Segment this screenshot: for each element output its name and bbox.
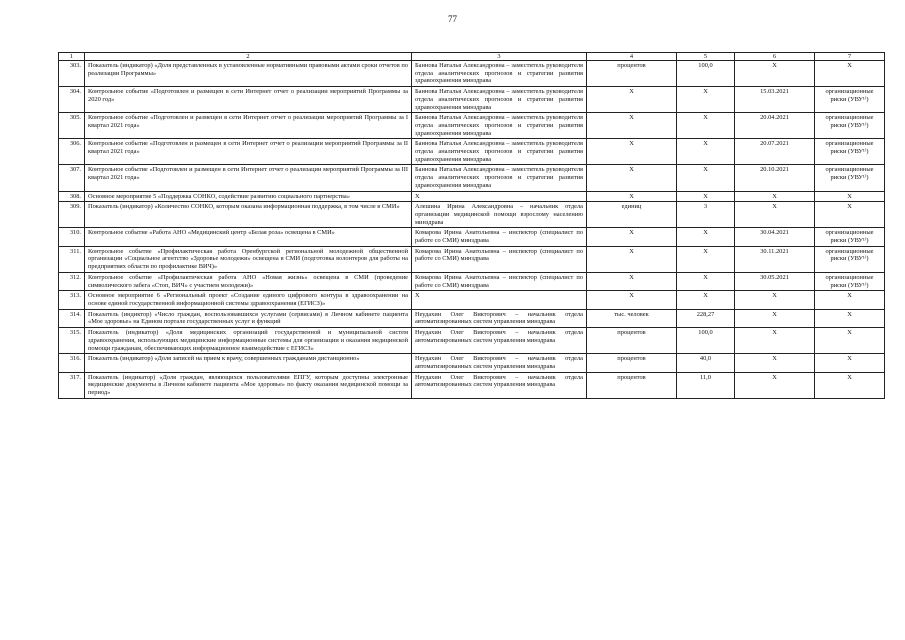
target-value: X [677,291,735,309]
responsible-person: Баннова Наталья Александровна – заместитель руководителя отдела аналитических прогнозов и стратегии развития здравоохранения минздрава [412,113,587,139]
table-row [59,139,885,165]
responsible-person: Баннова Наталья Александровна – заместитель руководителя отдела аналитических прогнозов и стратегии развития здравоохранения минздрава [412,87,587,113]
unit-of-measure: процентов [587,372,677,398]
column-number: 5 [677,53,735,61]
completion-date: X [735,202,815,228]
target-value: 3 [677,202,735,228]
completion-date: 20.07.2021 [735,139,815,165]
column-number-row [59,53,885,61]
risk-description: организационные риски (УВУ¹⁾) [815,113,885,139]
table-row [59,165,885,191]
table-row [59,191,885,202]
unit-of-measure: X [587,191,677,202]
table-row [59,246,885,272]
column-number: 3 [412,53,587,61]
risk-description: X [815,328,885,354]
table-row [59,272,885,290]
completion-date: 30.04.2021 [735,228,815,246]
table-row [59,291,885,309]
page-number: 77 [448,14,457,24]
table-row [59,202,885,228]
target-value: 100,0 [677,61,735,87]
table-row [59,309,885,327]
risk-description: организационные риски (УВУ¹⁾) [815,246,885,272]
completion-date: X [735,291,815,309]
table-row [59,372,885,398]
target-value: 100,0 [677,328,735,354]
column-number: 6 [735,53,815,61]
row-number: 313. [59,291,85,309]
indicator-name: Показатель (индикатор) «Доля граждан, являющихся пользователями ЕПГУ, которым доступны электронные медицинские документы в Личном кабинете пациента «Мое здоровье» по факту оказания медицинской помощи за период» [85,372,412,398]
row-number: 316. [59,354,85,372]
responsible-person: Алешина Ирина Александровна – начальник отдела организации медицинской помощи взрослому населению минздрава [412,202,587,228]
risk-description: организационные риски (УВУ¹⁾) [815,165,885,191]
responsible-person: Неудахин Олег Викторович – начальник отдела автоматизированных систем управления минздрава [412,328,587,354]
indicator-name: Показатель (индикатор) «Доля представленных в установленные нормативными правовыми актами сроки отчетов по реализации Программы» [85,61,412,87]
responsible-person: Неудахин Олег Викторович – начальник отдела автоматизированных систем управления минздрава [412,354,587,372]
unit-of-measure: X [587,246,677,272]
indicator-name: Показатель (индикатор) «Количество СОНКО, которым оказана информационная поддержка, в том числе в СМИ» [85,202,412,228]
responsible-person: Неудахин Олег Викторович – начальник отдела автоматизированных систем управления минздрава [412,372,587,398]
indicator-name: Контрольное событие «Подготовлен и размещен в сети Интернет отчет о реализации мероприятий Программы за 2020 год» [85,87,412,113]
responsible-person: Неудахин Олег Викторович – начальник отдела автоматизированных систем управления минздрава [412,309,587,327]
column-number: 1 [59,53,85,61]
unit-of-measure: X [587,165,677,191]
unit-of-measure: единиц [587,202,677,228]
responsible-person: X [412,191,587,202]
table-row [59,354,885,372]
row-number: 304. [59,87,85,113]
indicator-name: Контрольное событие «Профилактическая работа АНО «Новая жизнь» освещена в СМИ (проведение символического забега «Стоп, ВИЧ» с участием молодежи)» [85,272,412,290]
target-value: X [677,165,735,191]
table-row [59,87,885,113]
completion-date: X [735,372,815,398]
row-number: 305. [59,113,85,139]
row-number: 307. [59,165,85,191]
unit-of-measure: X [587,291,677,309]
row-number: 310. [59,228,85,246]
unit-of-measure: процентов [587,328,677,354]
risk-description: организационные риски (УВУ¹⁾) [815,87,885,113]
row-number: 311. [59,246,85,272]
table-row [59,61,885,87]
unit-of-measure: X [587,228,677,246]
completion-date: 30.05.2021 [735,272,815,290]
target-value: 40,0 [677,354,735,372]
risk-description: организационные риски (УВУ¹⁾) [815,228,885,246]
unit-of-measure: X [587,113,677,139]
table-row [59,328,885,354]
risk-description: X [815,354,885,372]
table-row [59,113,885,139]
unit-of-measure: X [587,272,677,290]
row-number: 312. [59,272,85,290]
indicator-name: Показатель (индикатор) «Доля медицинских организаций государственной и муниципальной систем здравоохранения, использующих медицинские информационные системы для организации и оказания медицинской помощи гражданам, обеспечивающих информационное взаимодействие с ЕГИСЗ» [85,328,412,354]
indicator-name: Основное мероприятие 5 «Поддержка СОНКО, содействие развитию социального партнерства» [85,191,412,202]
completion-date: X [735,328,815,354]
unit-of-measure: тыс. человек [587,309,677,327]
row-number: 303. [59,61,85,87]
unit-of-measure: процентов [587,61,677,87]
target-value: 11,0 [677,372,735,398]
target-value: X [677,139,735,165]
indicator-name: Контрольное событие «Работа АНО «Медицинский центр «Белая роза» освещена в СМИ» [85,228,412,246]
target-value: X [677,191,735,202]
indicator-name: Контрольное событие «Профилактическая работа Оренбургской региональной молодежной общественной организации «Социальное агентство «Здоровье молодежи» освещена в СМИ (подготовка волонтеров для работы на предприятиях области по профилактике ВИЧ)» [85,246,412,272]
row-number: 306. [59,139,85,165]
target-value: 228,27 [677,309,735,327]
row-number: 314. [59,309,85,327]
indicator-name: Показатель (индикатор) «Доля записей на прием к врачу, совершенных гражданами дистанционно» [85,354,412,372]
unit-of-measure: процентов [587,354,677,372]
completion-date: X [735,354,815,372]
risk-description: организационные риски (УВУ¹⁾) [815,139,885,165]
completion-date: X [735,191,815,202]
responsible-person: Комарова Ирина Анатольевна – инспектор (специалист по работе со СМИ) минздрава [412,228,587,246]
completion-date: 15.03.2021 [735,87,815,113]
completion-date: X [735,61,815,87]
completion-date: 20.10.2021 [735,165,815,191]
responsible-person: Комарова Ирина Анатольевна – инспектор (специалист по работе со СМИ) минздрава [412,272,587,290]
indicator-name: Контрольное событие «Подготовлен и размещен в сети Интернет отчет о реализации мероприятий Программы за II квартал 2021 года» [85,139,412,165]
unit-of-measure: X [587,87,677,113]
completion-date: X [735,309,815,327]
risk-description: X [815,191,885,202]
indicator-name: Основное мероприятие 6 «Региональный проект «Создание единого цифрового контура в здравоохранении на основе единой государственной информационной системы здравоохранения (ЕГИСЗ)» [85,291,412,309]
program-table [58,52,885,399]
target-value: X [677,87,735,113]
column-number: 7 [815,53,885,61]
indicator-name: Контрольное событие «Подготовлен и размещен в сети Интернет отчет о реализации мероприятий Программы за I квартал 2021 года» [85,113,412,139]
responsible-person: Баннова Наталья Александровна – заместитель руководителя отдела аналитических прогнозов и стратегии развития здравоохранения минздрава [412,61,587,87]
row-number: 309. [59,202,85,228]
row-number: 317. [59,372,85,398]
responsible-person: X [412,291,587,309]
risk-description: X [815,202,885,228]
target-value: X [677,272,735,290]
target-value: X [677,246,735,272]
indicator-name: Контрольное событие «Подготовлен и размещен в сети Интернет отчет о реализации мероприятий Программы за III квартал 2021 года» [85,165,412,191]
risk-description: X [815,309,885,327]
responsible-person: Баннова Наталья Александровна – заместитель руководителя отдела аналитических прогнозов и стратегии развития здравоохранения минздрава [412,165,587,191]
unit-of-measure: X [587,139,677,165]
risk-description: X [815,372,885,398]
risk-description: X [815,291,885,309]
risk-description: X [815,61,885,87]
completion-date: 30.11.2021 [735,246,815,272]
column-number: 2 [85,53,412,61]
row-number: 308. [59,191,85,202]
responsible-person: Баннова Наталья Александровна – заместитель руководителя отдела аналитических прогнозов и стратегии развития здравоохранения минздрава [412,139,587,165]
completion-date: 20.04.2021 [735,113,815,139]
responsible-person: Комарова Ирина Анатольевна – инспектор (специалист по работе со СМИ) минздрава [412,246,587,272]
target-value: X [677,228,735,246]
table-row [59,228,885,246]
row-number: 315. [59,328,85,354]
risk-description: организационные риски (УВУ¹⁾) [815,272,885,290]
indicator-name: Показатель (индиктор) «Число граждан, воспользовавшихся услугами (сервисами) в Личном кабинете пациента «Мое здоровье» на Едином портале государственных услуг и функций [85,309,412,327]
column-number: 4 [587,53,677,61]
target-value: X [677,113,735,139]
